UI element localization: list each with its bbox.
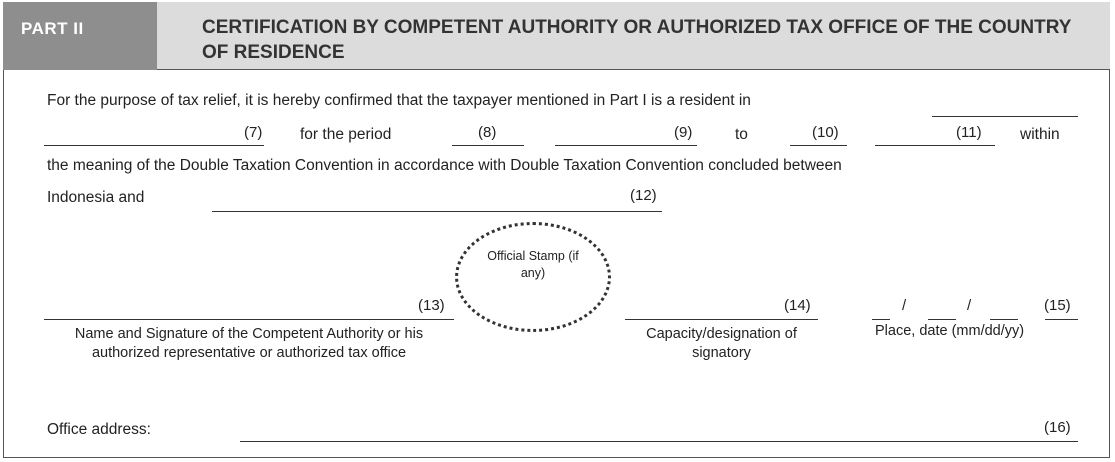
date-day-line[interactable]	[928, 319, 956, 320]
field-7-line[interactable]	[44, 145, 264, 146]
place-date-caption: Place, date (mm/dd/yy)	[875, 323, 1025, 339]
office-address-line[interactable]	[240, 441, 1078, 442]
field-9-number: (9)	[674, 124, 693, 141]
name-signature-caption: Name and Signature of the Competent Authority or his authorized representative or authorized tax office	[74, 326, 424, 361]
indonesia-and-text: Indonesia and	[47, 189, 145, 206]
office-address-label: Office address:	[47, 421, 151, 438]
capacity-caption: Capacity/designation of signatory	[646, 326, 797, 361]
field-16-number: (16)	[1044, 419, 1071, 436]
date-slash-2: /	[967, 297, 972, 314]
field-11-number: (11)	[956, 124, 982, 141]
for-the-period-text: for the period	[300, 126, 392, 143]
date-slash-1: /	[902, 297, 907, 314]
field-10-number: (10)	[812, 124, 839, 141]
field-13-number: (13)	[418, 297, 445, 314]
field-9-line[interactable]	[555, 145, 697, 146]
official-stamp-text: Official Stamp (if any)	[487, 249, 579, 280]
field-8-number: (8)	[478, 124, 497, 141]
convention-statement: the meaning of the Double Taxation Convention in accordance with Double Taxation Convention concluded between	[47, 157, 842, 174]
date-month-line[interactable]	[872, 319, 890, 320]
residency-statement: For the purpose of tax relief, it is hereby confirmed that the taxpayer mentioned in Part I is a resident in	[47, 92, 751, 109]
within-text: within	[1020, 126, 1060, 143]
field-13-line[interactable]	[44, 319, 454, 320]
to-text: to	[735, 126, 748, 143]
field-10-line[interactable]	[790, 145, 847, 146]
field-12-number: (12)	[630, 187, 657, 204]
field-11-line[interactable]	[875, 145, 995, 146]
part-label: PART II	[21, 19, 84, 38]
field-7-number: (7)	[244, 124, 263, 141]
date-year-line[interactable]	[990, 319, 1018, 320]
section-title: CERTIFICATION BY COMPETENT AUTHORITY OR AUTHORIZED TAX OFFICE OF THE COUNTRY OF RESIDENCE	[202, 17, 1072, 63]
field-14-line[interactable]	[625, 319, 818, 320]
field-14-number: (14)	[784, 297, 811, 314]
field-15-line[interactable]	[1045, 319, 1078, 320]
field-15-number: (15)	[1044, 297, 1071, 314]
field-12-line[interactable]	[212, 211, 662, 212]
part-label-box	[3, 2, 157, 70]
field-8-line[interactable]	[452, 145, 524, 146]
country-field-line[interactable]	[932, 116, 1078, 117]
